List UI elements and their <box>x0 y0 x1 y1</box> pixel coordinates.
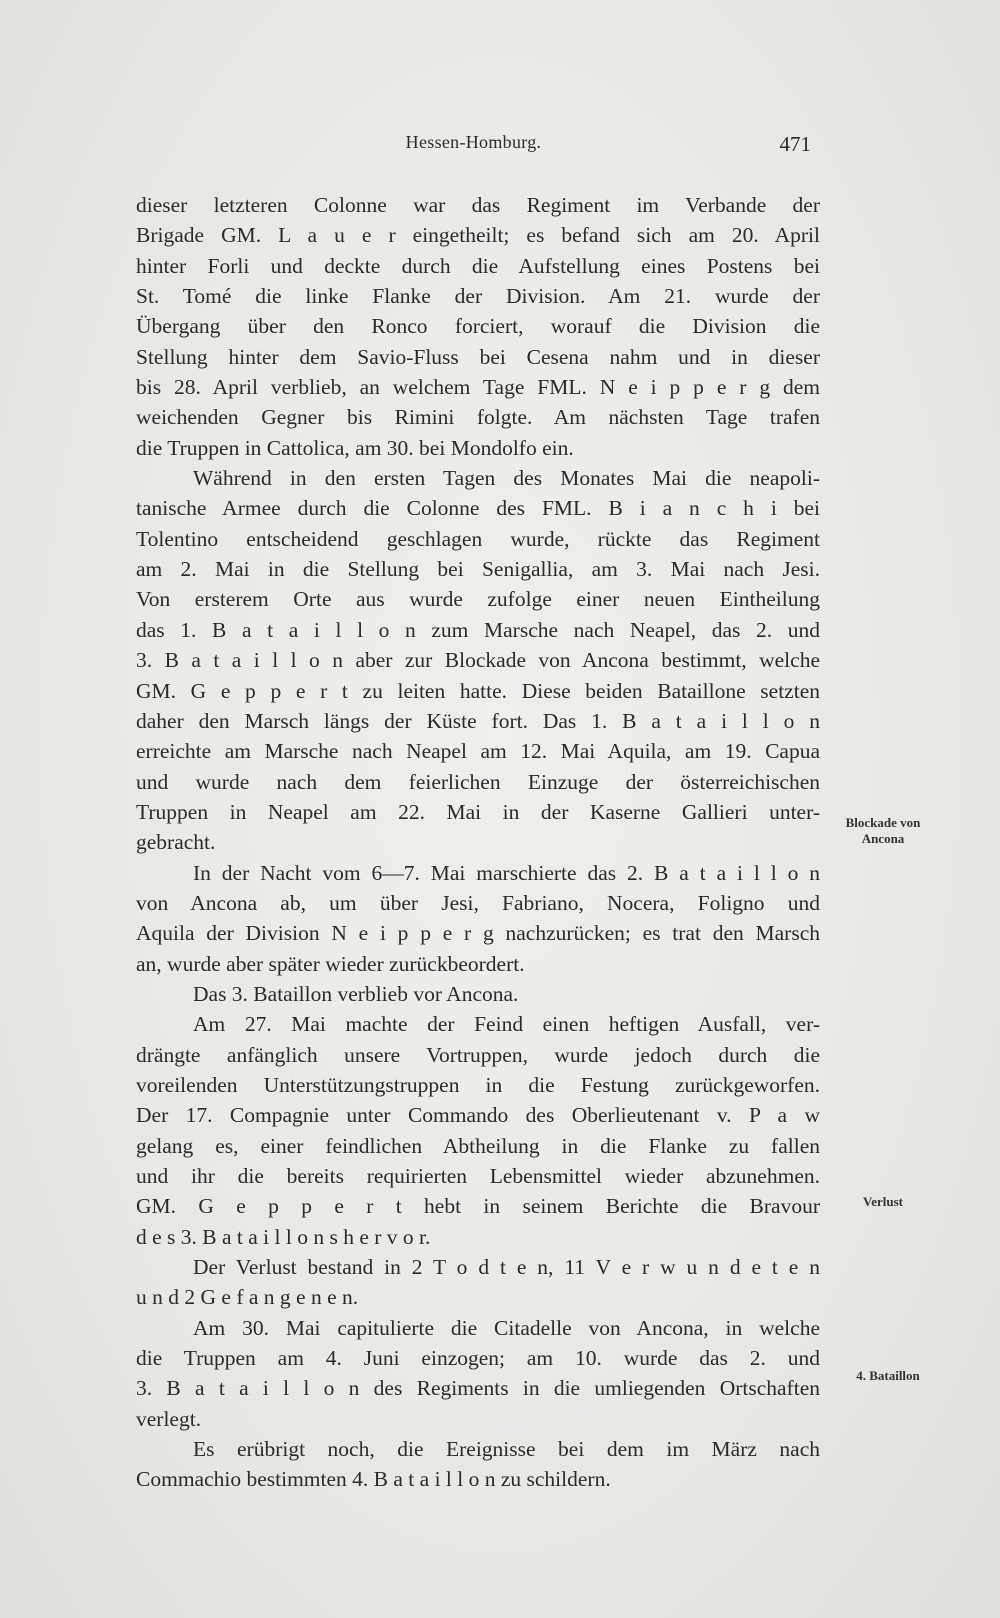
text-line: Der 17. Compagnie unter Commando des Oberlieutenant v. P a w <box>136 1103 820 1128</box>
text-line: Aquila der Division N e i p p e r g nachzurücken; es trat den Marsch <box>136 921 820 946</box>
text-line: Brigade GM. L a u e r eingetheilt; es befand sich am 20. April <box>136 223 820 248</box>
text-line: erreichte am Marsche nach Neapel am 12. Mai Aquila, am 19. Capua <box>136 739 820 764</box>
text-line: Am 27. Mai machte der Feind einen heftigen Ausfall, ver- <box>193 1012 820 1037</box>
text-line: daher den Marsch längs der Küste fort. Das 1. B a t a i l l o n <box>136 708 820 733</box>
text-line: weichenden Gegner bis Rimini folgte. Am nächsten Tage trafen <box>136 405 820 430</box>
margin-note-blockade-line1: Blockade von <box>845 815 921 830</box>
text-line: und wurde nach dem feierlichen Einzuge der österreichischen <box>136 769 820 794</box>
text-line: GM. G e p p e r t zu leiten hatte. Diese beiden Bataillone setzten <box>136 678 820 703</box>
running-head <box>136 132 811 162</box>
text-line: hinter Forli und deckte durch die Aufstellung eines Postens bei <box>136 253 820 278</box>
text-line: bis 28. April verblieb, an welchem Tage FML. N e i p p e r g dem <box>136 375 820 400</box>
text-line: GM. G e p p e r t hebt in seinem Berichte die Bravour <box>136 1194 820 1219</box>
text-line: am 2. Mai in die Stellung bei Senigallia, am 3. Mai nach Jesi. <box>136 557 820 582</box>
text-line: von Ancona ab, um über Jesi, Fabriano, Nocera, Foligno und <box>136 890 820 915</box>
text-line: Von ersterem Orte aus wurde zufolge einer neuen Eintheilung <box>136 587 820 612</box>
text-line: die Truppen in Cattolica, am 30. bei Mondolfo ein. <box>136 435 574 460</box>
text-line: Der Verlust bestand in 2 T o d t e n, 11 V e r w u n d e t e n <box>193 1255 820 1280</box>
text-line: Während in den ersten Tagen des Monates Mai die neapoli- <box>193 466 820 491</box>
text-line: Stellung hinter dem Savio-Fluss bei Cesena nahm und in dieser <box>136 344 820 369</box>
body-text <box>136 190 820 1495</box>
text-line: Commachio bestimmten 4. B a t a i l l o n zu schildern. <box>136 1467 611 1492</box>
text-line: voreilenden Unterstützungstruppen in die Festung zurückgeworfen. <box>136 1072 820 1097</box>
text-line: u n d 2 G e f a n g e n e n. <box>136 1285 359 1310</box>
margin-note-blockade-line2: Ancona <box>861 831 905 846</box>
text-line: 3. B a t a i l l o n des Regiments in die umliegenden Ortschaften <box>136 1376 820 1401</box>
running-title: Hessen-Homburg. <box>405 132 542 152</box>
text-line: Am 30. Mai capitulierte die Citadelle von Ancona, in welche <box>193 1315 820 1340</box>
text-line: an, wurde aber später wieder zurückbeordert. <box>136 951 525 976</box>
text-line: St. Tomé die linke Flanke der Division. Am 21. wurde der <box>136 284 820 309</box>
text-line: Das 3. Bataillon verblieb vor Ancona. <box>193 981 519 1006</box>
text-line: und ihr die bereits requirierten Lebensmittel wieder abzunehmen. <box>136 1164 820 1188</box>
text-line: 3. B a t a i l l o n aber zur Blockade von Ancona bestimmt, welche <box>136 648 820 673</box>
text-line: tanische Armee durch die Colonne des FML. B i a n c h i bei <box>136 496 820 521</box>
text-line: Übergang über den Ronco forciert, worauf die Division die <box>136 314 820 339</box>
text-line: gebracht. <box>136 830 216 855</box>
text-line: d e s 3. B a t a i l l o n s h e r v o r. <box>136 1224 431 1249</box>
text-line: Tolentino entscheidend geschlagen wurde, rückte das Regiment <box>136 526 820 551</box>
text-line: die Truppen am 4. Juni einzogen; am 10. wurde das 2. und <box>136 1346 820 1371</box>
text-line: In der Nacht vom 6—7. Mai marschierte das 2. B a t a i l l o n <box>193 860 820 885</box>
text-line: dieser letzteren Colonne war das Regiment im Verbande der <box>136 193 820 217</box>
text-line: gelang es, einer feindlichen Abtheilung in die Flanke zu fallen <box>136 1133 820 1158</box>
text-line: drängte anfänglich unsere Vortruppen, wurde jedoch durch die <box>136 1042 820 1067</box>
page-number: 471 <box>779 132 811 156</box>
text-line: verlegt. <box>136 1406 202 1431</box>
text-line: Truppen in Neapel am 22. Mai in der Kaserne Gallieri unter- <box>136 799 820 824</box>
margin-note-verlust: Verlust <box>863 1194 903 1209</box>
margin-note-bataillon: 4. Bataillon <box>856 1368 920 1383</box>
margin-note-blockade <box>828 815 938 847</box>
text-line: das 1. B a t a i l l o n zum Marsche nach Neapel, das 2. und <box>136 617 820 642</box>
text-line: Es erübrigt noch, die Ereignisse bei dem im März nach <box>193 1437 820 1462</box>
